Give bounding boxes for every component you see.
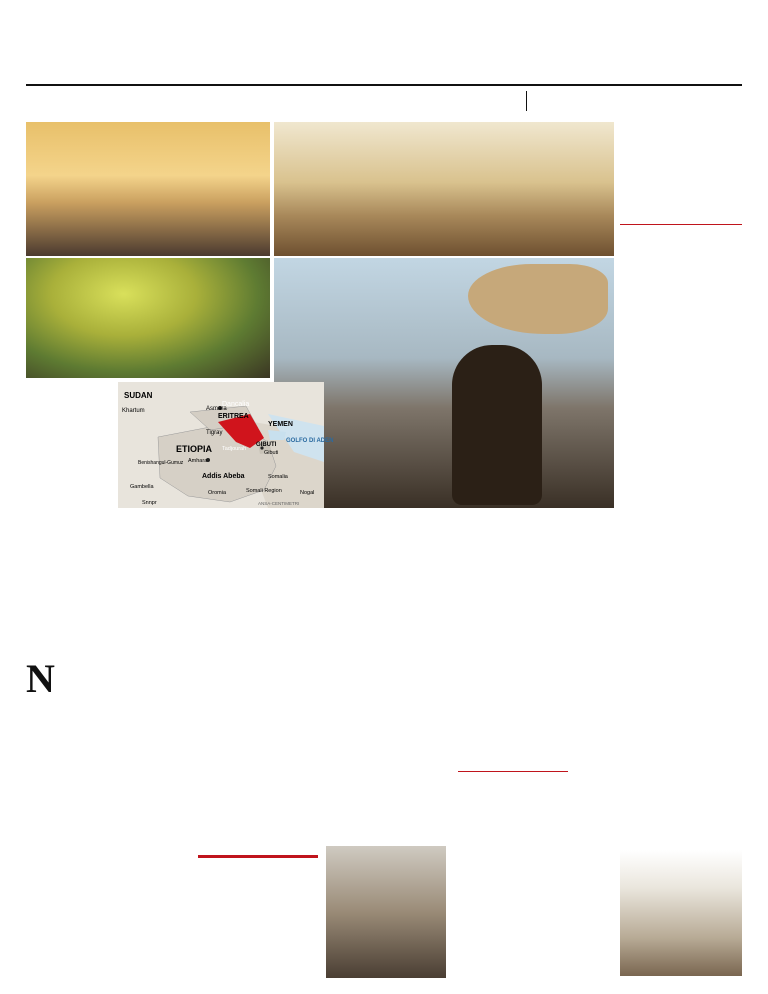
- map-label: Somalia: [268, 474, 288, 480]
- sidebar-rule: [620, 224, 742, 225]
- map-label: YEMEN: [268, 421, 293, 428]
- map-label: Oromia: [208, 490, 227, 496]
- photo-dwelling: [326, 846, 446, 978]
- photo-landscape: [26, 122, 270, 256]
- map-svg: [118, 382, 334, 508]
- map-label: Benishangul-Gumuz: [138, 460, 184, 466]
- article-col-3: [326, 655, 448, 843]
- map-label: ETIOPIA: [176, 444, 213, 454]
- article-col-4: [458, 655, 568, 735]
- region-map: [118, 382, 334, 508]
- map-label: SUDAN: [124, 391, 153, 400]
- photo-desert-figure: [274, 122, 614, 256]
- map-label: Gibuti: [264, 450, 279, 456]
- map-label: Asmara: [206, 406, 227, 412]
- map-label: Amhara: [188, 458, 208, 464]
- map-label: Somali Region: [246, 488, 282, 494]
- photo-geysers: [26, 258, 270, 378]
- map-label: ERITREA: [218, 413, 249, 420]
- iniziativa-text: [458, 818, 568, 978]
- map-credit: ANSA-CENTIMETRI: [258, 501, 300, 506]
- map-label: Snnpr: [142, 500, 157, 506]
- top-rule: [26, 84, 742, 86]
- logo-divider: [526, 91, 527, 111]
- map-label: Gambella: [130, 484, 154, 490]
- map-label: Tadjourah: [222, 446, 247, 452]
- article-col-1: [26, 655, 148, 990]
- map-label: Addis Abeba: [202, 473, 245, 480]
- quote-rule: [198, 855, 318, 858]
- sidebar-body-2: [620, 498, 742, 838]
- article-col-4b: [458, 737, 568, 740]
- map-label: GIBUTI: [256, 442, 277, 448]
- map-label: GOLFO DI ADEN: [286, 438, 334, 444]
- map-label: Nogal: [300, 490, 315, 496]
- iniziativa-rule: [458, 771, 568, 772]
- map-label: Dancalia: [222, 401, 250, 408]
- article-col-2: [190, 655, 312, 855]
- sidebar-body: [620, 230, 742, 484]
- drop-cap: N: [26, 656, 55, 701]
- photo-cush: [620, 850, 742, 976]
- map-label: Khartum: [122, 408, 145, 414]
- map-label: Tigray: [206, 430, 223, 436]
- man-portrait: [452, 345, 542, 505]
